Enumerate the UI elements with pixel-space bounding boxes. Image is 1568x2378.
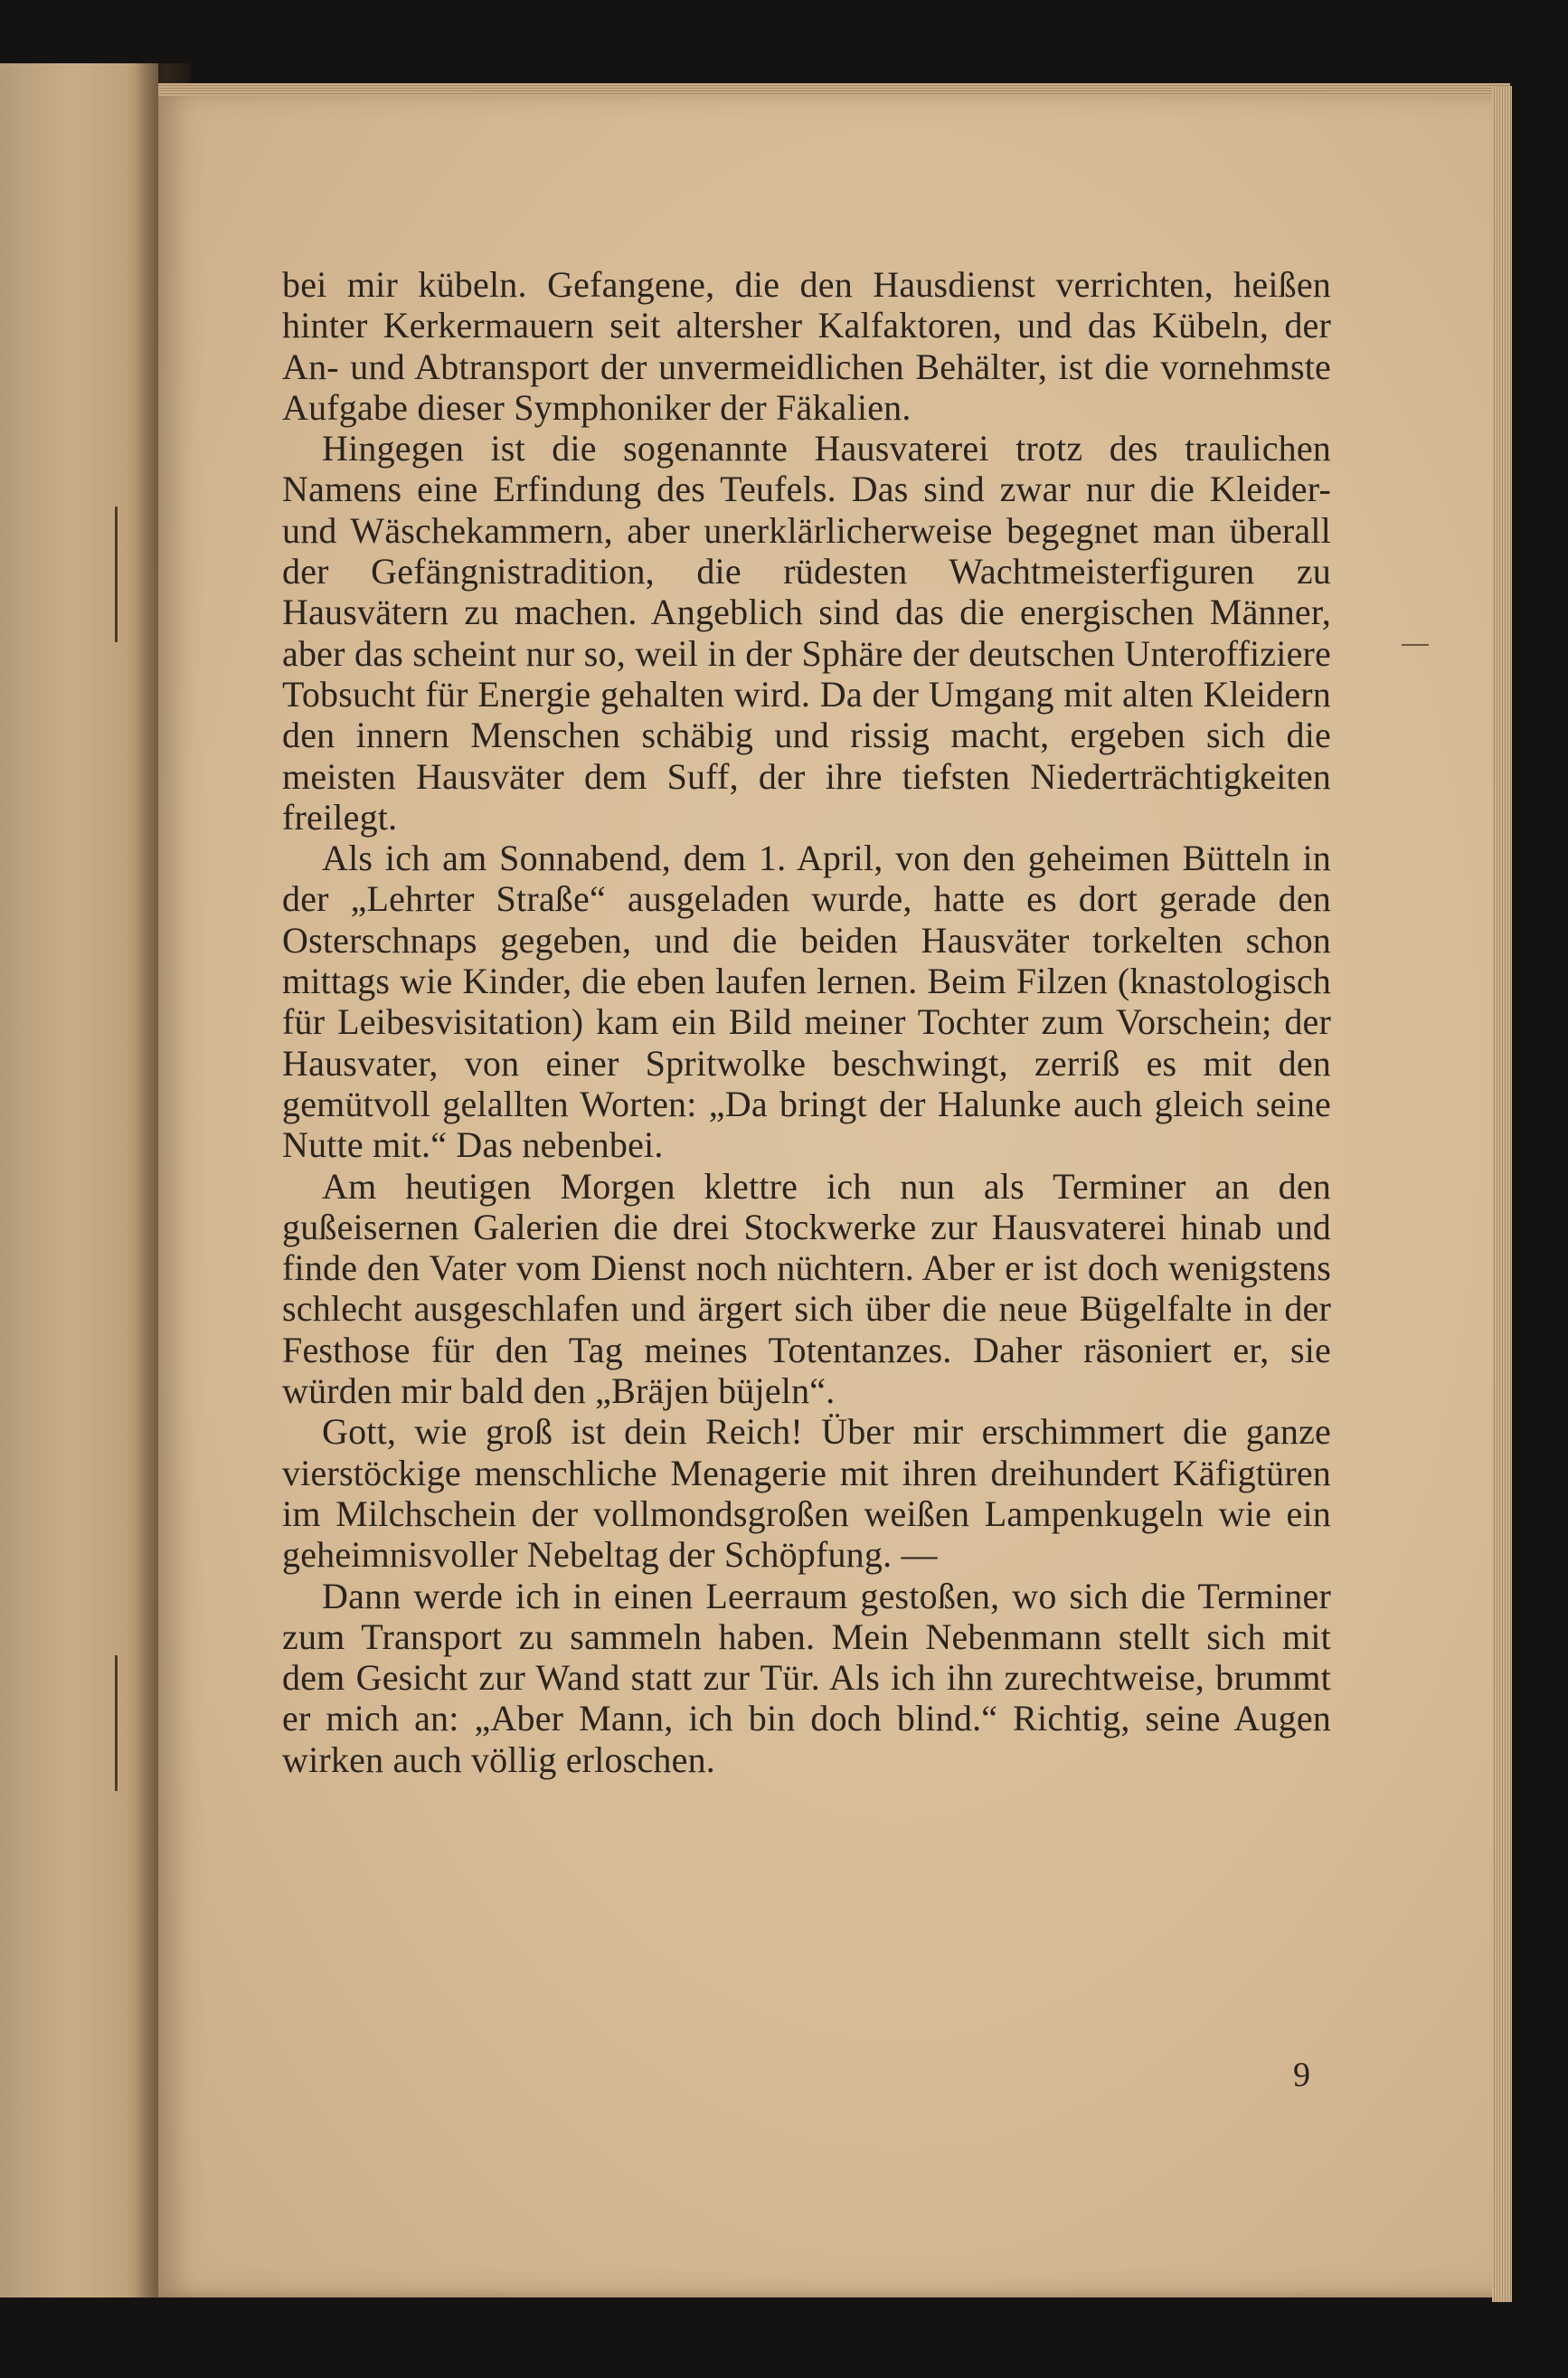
margin-mark xyxy=(115,507,118,642)
page-number: 9 xyxy=(1293,2056,1310,2094)
margin-tick xyxy=(1402,644,1429,646)
page-top-edge xyxy=(158,83,1510,96)
paragraph: Dann werde ich in einen Leerraum gestoßen, wo sich die Terminer zum Transport zu sammeln haben. Mein Nebenmann stellt sich mit dem Gesicht zur Wand statt zur Tür. Als ich ihn zurechtweise, brummt er mich an: „Aber Mann, ich bin doch blind.“ Richtig, seine Augen wirken auch völlig erloschen. xyxy=(282,1575,1331,1780)
page-fore-edge xyxy=(1492,86,1512,2302)
previous-page-edge xyxy=(0,63,158,2297)
body-text xyxy=(282,264,1331,1780)
margin-mark xyxy=(115,1655,118,1791)
paragraph: Hingegen ist die sogenannte Hausvaterei trotz des traulichen Namens eine Erfindung des Teufels. Das sind zwar nur die Kleider- und Wäschekammern, aber unerklärlicherweise begegnet man überall der Gefängnistradition, die rüdesten Wachtmeisterfiguren zu Hausvätern zu machen. Angeblich sind das die energischen Männer, aber das scheint nur so, weil in der Sphäre der deutschen Unteroffiziere Tobsucht für Energie gehalten wird. Da der Umgang mit alten Kleidern den innern Menschen schäbig und rissig macht, ergeben sich die meisten Hausväter dem Suff, der ihre tiefsten Niederträchtigkeiten freilegt. xyxy=(282,428,1331,838)
paragraph: bei mir kübeln. Gefangene, die den Hausdienst verrichten, heißen hinter Kerkermauern seit altersher Kalfaktoren, und das Kübeln, der An- und Abtransport der unvermeidlichen Behälter, ist die vornehmste Aufgabe dieser Symphoniker der Fäkalien. xyxy=(282,264,1331,428)
paragraph: Als ich am Sonnabend, dem 1. April, von den geheimen Bütteln in der „Lehrter Straße“ ausgeladen wurde, hatte es dort gerade den Osterschnaps gegeben, und die beiden Hausväter torkelten schon mittags wie Kinder, die eben laufen lernen. Beim Filzen (knastologisch für Leibesvisitation) kam ein Bild meiner Tochter zum Vorschein; der Hausvater, von einer Spritwolke beschwingt, zerriß es mit den gemütvoll gelallten Worten: „Da bringt der Halunke auch gleich seine Nutte mit.“ Das nebenbei. xyxy=(282,838,1331,1166)
paragraph: Gott, wie groß ist dein Reich! Über mir erschimmert die ganze vierstöckige menschliche Menagerie mit ihren dreihundert Käfigtüren im Milchschein der vollmondsgroßen weißen Lampenkugeln wie ein geheimnisvoller Nebeltag der Schöpfung. — xyxy=(282,1411,1331,1576)
paragraph: Am heutigen Morgen klettre ich nun als Terminer an den gußeisernen Galerien die drei Stockwerke zur Hausvaterei hinab und finde den Vater vom Dienst noch nüchtern. Aber er ist doch wenigstens schlecht ausgeschlafen und ärgert sich über die neue Bügelfalte in der Festhose für den Tag meines Totentanzes. Daher räsoniert er, sie würden mir bald den „Bräjen büjeln“. xyxy=(282,1165,1331,1412)
